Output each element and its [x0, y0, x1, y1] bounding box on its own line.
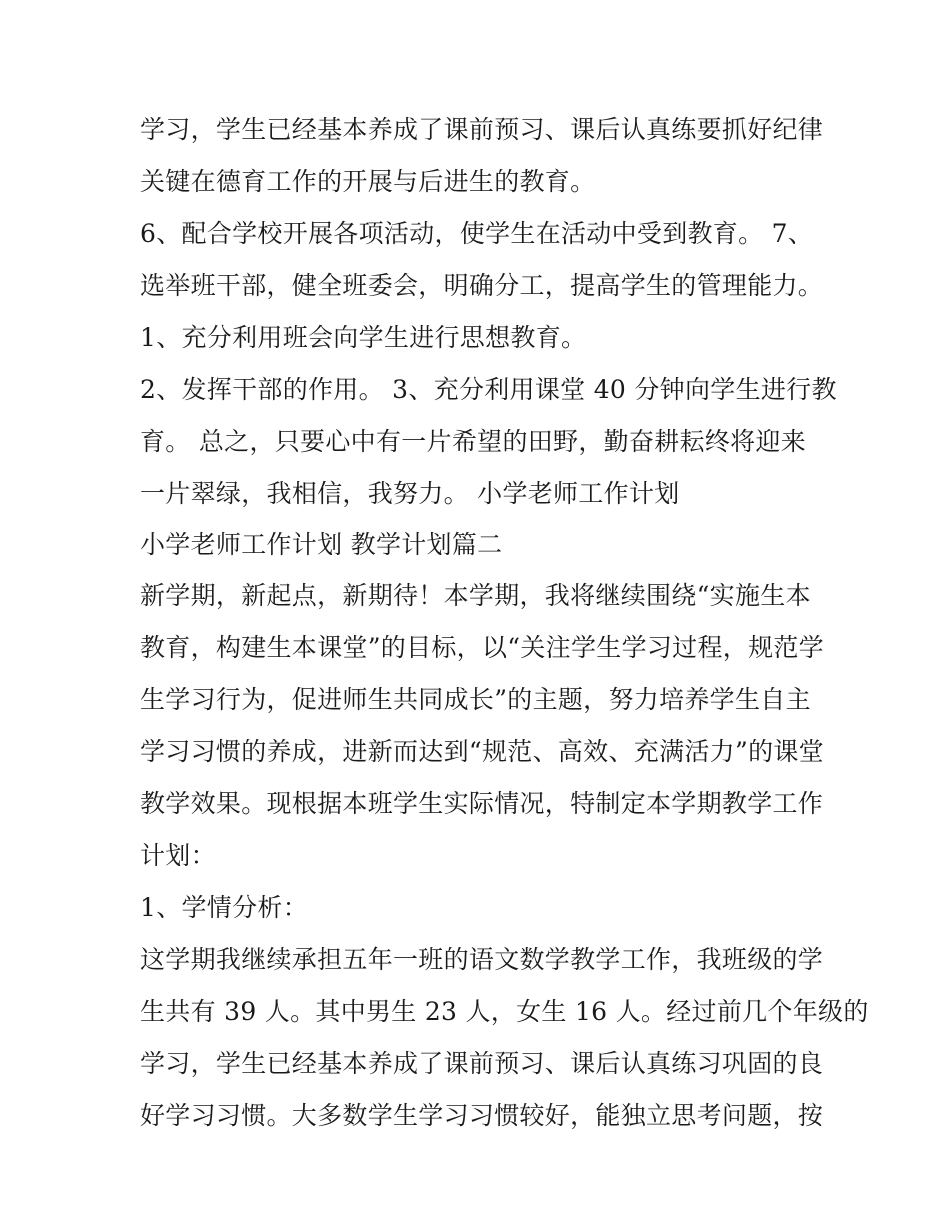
text-line: 这学期我继续承担五年一班的语文数学教学工作，我班级的学 — [140, 945, 824, 974]
text-line: 1、充分利用班会向学生进行思想教育。 — [140, 323, 587, 352]
text-line: 教学效果。现根据本班学生实际情况，特制定本学期教学工作 — [140, 789, 824, 818]
text-line: 小学老师工作计划 教学计划篇二 — [140, 530, 503, 559]
text-line: 新学期，新起点，新期待！本学期，我将继续围绕“实施生本 — [140, 581, 811, 610]
text-line: 好学习习惯。大多数学生学习习惯较好，能独立思考问题，按 — [140, 1101, 824, 1130]
text-line: 计划： — [140, 841, 216, 870]
text-line: 选举班干部，健全班委会，明确分工，提高学生的管理能力。 — [140, 271, 824, 300]
text-line: 一片翠绿，我相信，我努力。 小学老师工作计划 — [140, 479, 680, 508]
text-line: 学习，学生已经基本养成了课前预习、课后认真练要抓好纪律 — [140, 115, 824, 144]
text-line: 学习，学生已经基本养成了课前预习、课后认真练习巩固的良 — [140, 1049, 824, 1078]
text-line: 育。 总之，只要心中有一片希望的田野，勤奋耕耘终将迎来 — [140, 427, 807, 456]
text-line: 教育，构建生本课堂”的目标，以“关注学生学习过程，规范学 — [140, 633, 824, 662]
text-line: 生共有 39 人。其中男生 23 人，女生 16 人。经过前几个年级的 — [140, 997, 869, 1026]
text-line: 6、配合学校开展各项活动，使学生在活动中受到教育。 7、 — [140, 219, 814, 248]
text-line: 1、学情分析： — [140, 893, 309, 922]
text-line: 关键在德育工作的开展与后进生的教育。 — [140, 167, 596, 196]
document-body — [140, 104, 869, 1142]
text-line: 生学习行为，促进师生共同成长”的主题，努力培养学生自主 — [140, 685, 811, 714]
text-line: 学习习惯的养成，进新而达到“规范、高效、充满活力”的课堂 — [140, 737, 824, 766]
text-line: 2、发挥干部的作用。 3、充分利用课堂 40 分钟向学生进行教 — [140, 375, 837, 404]
